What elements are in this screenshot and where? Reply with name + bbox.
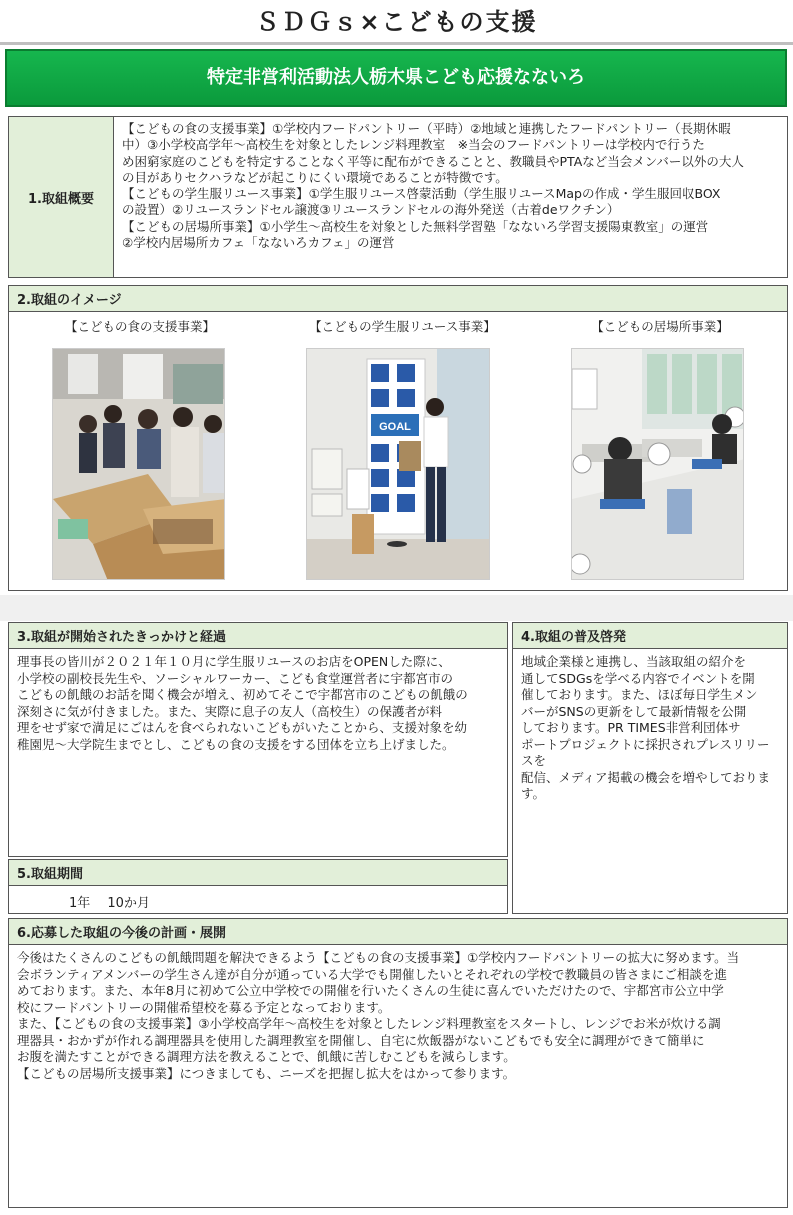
photo-food-pantry — [52, 348, 225, 580]
section-dissemination-text — [513, 649, 787, 808]
text-line: 【こどもの学生服リユース事業】①学生服リユース啓蒙活動（学生服リユースMapの作成・学生服回収BOX — [122, 186, 721, 202]
text-line: の設置）②リユースランドセル譲渡③リユースランドセルの海外発送（古着deワクチン） — [122, 202, 620, 218]
text-line: 配信、メディア掲載の機会を増やしておりま — [521, 769, 771, 785]
text-line: 中）③小学校高学年～高校生を対象としたレンジ料理教室 ※当会のフードパントリーは学校内で行うた — [122, 137, 705, 153]
goal-board-text: GOAL — [379, 421, 411, 433]
text-line: 地域企業様と連携し、当該取組の紹介を — [521, 654, 747, 669]
period-value: 1年 10か月 — [69, 896, 150, 911]
section-period-header: 5.取組期間 — [9, 860, 507, 886]
text-line: す。 — [521, 786, 546, 801]
text-line: 理器具・おかずが作れる調理器具を使用した調理教室を開催し、自宅に炊飯器がないこどもでも安全に調理ができて簡単に — [17, 1032, 705, 1048]
section-background-header: 3.取組が開始されたきっかけと経過 — [9, 623, 507, 649]
section-overview — [8, 116, 788, 278]
section-period — [8, 859, 508, 914]
text-line: 通してSDGsを学べる内容でイベントを開 — [521, 670, 755, 686]
section-background-text — [9, 649, 507, 758]
text-line: バーがSNSの更新をして最新情報を公開 — [521, 703, 747, 719]
text-line: 理をせず家で満足にごはんを食べられないこどもがいたことから、支援対象を幼 — [17, 720, 468, 735]
caption-ibasho: 【こどもの居場所事業】 — [591, 319, 729, 334]
text-line: ②学校内居場所カフェ「なないろカフェ」の運営 — [122, 235, 395, 251]
organization-banner: 特定非営利活動法人栃木県こども応援なないろ — [5, 49, 787, 107]
section-images-header: 2.取組のイメージ — [9, 286, 787, 312]
text-line: 校にフードパントリーの開催希望校を募る予定となっております。 — [17, 999, 391, 1015]
page-title: ＳＤＧｓ×こどもの支援 — [255, 8, 538, 36]
text-line: しております。PR TIMES非営利団体サ — [521, 720, 741, 735]
photo-uniform-reuse — [306, 348, 490, 580]
text-line: 深刻さに気が付きました。また、実際に息子の友人（高校生）の保護者が料 — [17, 703, 443, 719]
page-gap — [0, 595, 793, 621]
text-line: お腹を満たすことができる調理方法を教えることで、飢餓に苦しむこどもを減らします。 — [17, 1049, 516, 1064]
text-line: 催しております。また、ほぼ毎日学生メン — [521, 687, 758, 702]
caption-uniform-reuse: 【こどもの学生服リユース事業】 — [309, 319, 496, 334]
photo-ibasho-classroom — [571, 348, 744, 580]
text-line: また、【こどもの食の支援事業】③小学校高学年～高校生を対象としたレンジ料理教室をスタートし、レンジでお米が炊ける調 — [17, 1016, 721, 1031]
text-line: 【こどもの居場所支援事業】につきましても、ニーズを把握し拡大をはかって参ります。 — [17, 1065, 516, 1081]
text-line: 会ボランティアメンバーの学生さん達が自分が通っている大学でも開催したいとそれぞれの学校で教職員の皆さまにご相談を進 — [17, 966, 727, 982]
text-line: め困窮家庭のこどもを特定することなく平等に配布ができることと、教職員やPTAなど当会メンバー以外の大人 — [122, 153, 744, 169]
text-line: 【こどもの食の支援事業】①学校内フードパントリー（平時）②地域と連携したフードパントリー（長期休暇 — [122, 121, 731, 136]
section-future-plan — [8, 918, 788, 1208]
text-line: 今後はたくさんのこどもの飢餓問題を解決できるよう【こどもの食の支援事業】①学校内フードパントリーの拡大に努めます。当 — [17, 950, 740, 965]
section-overview-text — [114, 117, 787, 255]
section-future-plan-header: 6.応募した取組の今後の計画・展開 — [9, 919, 787, 945]
text-line: の目がありセクハラなどが起こりにくい環境であることが特徴です。 — [122, 169, 508, 185]
section-background — [8, 622, 508, 857]
text-line: 理事長の皆川が２０２１年１０月に学生服リユースのお店をOPENした際に、 — [17, 654, 451, 669]
text-line: 小学校の副校長先生や、ソーシャルワーカー、こども食堂運営者に宇都宮市の — [17, 670, 454, 686]
section-dissemination-header: 4.取組の普及啓発 — [513, 623, 787, 649]
section-future-plan-text — [9, 945, 787, 1087]
caption-food-support: 【こどもの食の支援事業】 — [64, 319, 215, 334]
text-line: 【こどもの居場所事業】①小学生～高校生を対象とした無料学習塾「なないろ学習支援陽東教室」の運営 — [122, 218, 709, 234]
text-line: ポートプロジェクトに採択されプレスリリースを — [521, 736, 770, 768]
text-line: めております。また、本年8月に初めて公立中学校での開催を行いたくさんの生徒に喜んでいただけたので、宇都宮市公立中学 — [17, 983, 724, 998]
text-line: 稚園児～大学院生までとし、こどもの食の支援をする団体を立ち上げました。 — [17, 736, 455, 752]
section-dissemination — [512, 622, 788, 914]
title-divider — [0, 42, 793, 45]
section-overview-label: 1.取組概要 — [9, 117, 114, 277]
text-line: こどもの飢餓のお話を聞く機会が増え、初めてそこで宇都宮市のこどもの飢餓の — [17, 687, 468, 702]
